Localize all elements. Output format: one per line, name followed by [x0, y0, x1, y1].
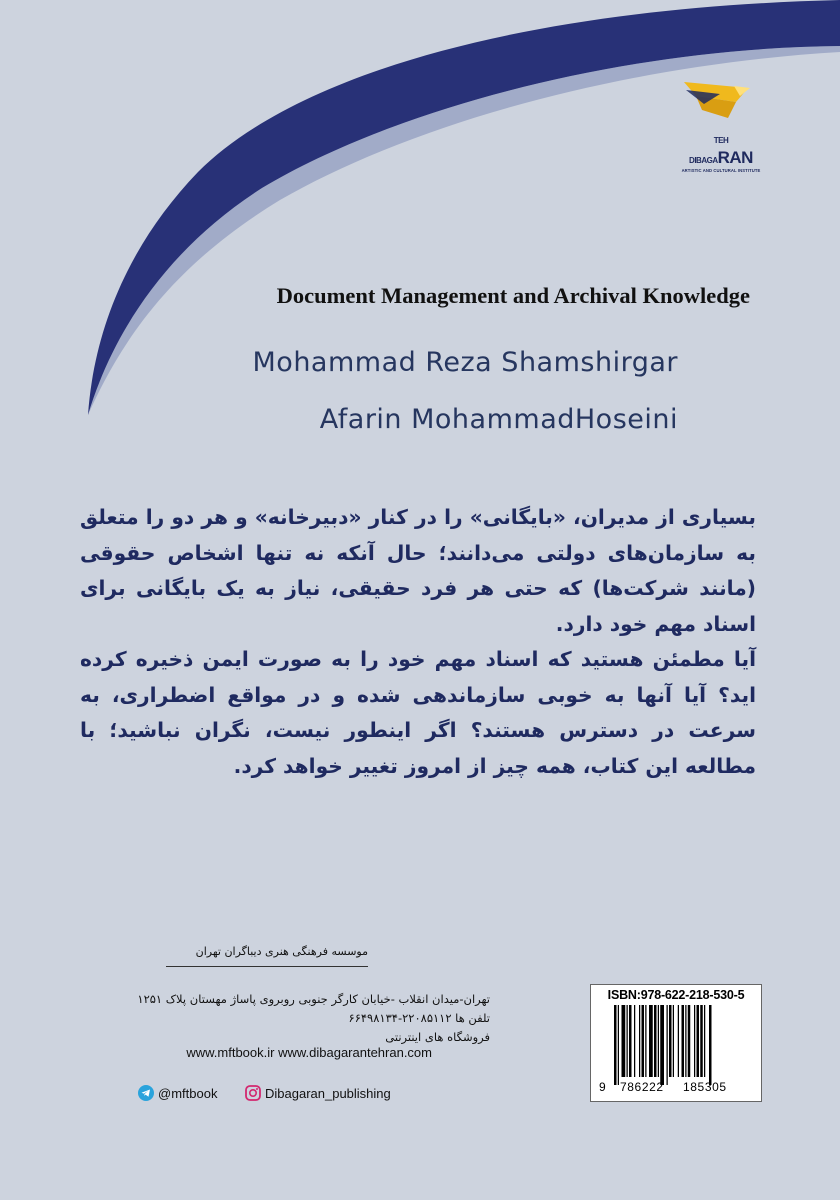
author-name-1: Mohammad Reza Shamshirgar: [252, 347, 678, 378]
publisher-logo-text: [676, 128, 766, 173]
logo-word-top: TEH: [713, 136, 729, 145]
barcode-stripe: [645, 1005, 646, 1077]
logo-tagline: ARTISTIC AND CULTURAL INSTITUTE: [681, 168, 761, 173]
isbn-barcode: [590, 984, 762, 1102]
barcode-stripe: [697, 1005, 700, 1077]
barcode-stripe: [685, 1005, 686, 1077]
online-store-label: فروشگاه های اینترنتی: [385, 1030, 490, 1044]
author-name-2: Afarin MohammadHoseini: [319, 404, 678, 435]
barcode-stripe: [700, 1005, 703, 1077]
book-title-english: Document Management and Archival Knowledge: [276, 283, 750, 308]
telegram-icon: [138, 1085, 154, 1101]
websites: www.mftbook.ir www.dibagarantehran.com: [186, 1045, 432, 1060]
barcode-stripe: [639, 1005, 640, 1077]
barcode-stripe: [642, 1005, 645, 1077]
description-paragraph-1: بسیاری از مدیران، «بایگانی» را در کنار «دبیرخانه» و هر دو را متعلق به سازمان‌های دولتی می‌دانند؛ حال آنکه نه تنها اشخاص حقوقی (مانند شرکت‌ها) که حتی هر فرد حقیقی، نیاز به یک بایگانی برای اسناد مهم خود دارد.: [80, 505, 756, 636]
barcode-stripe: [688, 1005, 691, 1077]
barcode-stripe: [704, 1005, 705, 1077]
barcode-stripe: [649, 1005, 653, 1077]
barcode-stripe: [654, 1005, 657, 1077]
barcode-stripe: [629, 1005, 632, 1077]
barcode-first-digit: 9: [599, 1080, 606, 1094]
barcode-right-digits: 185305: [683, 1080, 727, 1094]
barcode-left-digits: 786222: [620, 1080, 664, 1094]
barcode-stripe: [709, 1005, 712, 1085]
telegram-handle-text: @mftbook: [158, 1085, 218, 1101]
logo-word-main: RAN: [717, 148, 753, 167]
publisher-divider: [166, 966, 368, 967]
barcode-bars: [614, 1005, 744, 1087]
instagram-handle-text: Dibagaran_publishing: [265, 1085, 391, 1101]
barcode-stripe: [658, 1005, 659, 1077]
telegram-handle: [138, 1082, 217, 1104]
barcode-stripe: [667, 1005, 668, 1085]
description-paragraph-2: آیا مطمئن هستید که اسناد مهم خود را به صورت ایمن ذخیره کرده اید؟ آیا آنها به خوبی سازماندهی شده و در مواقع اضطراری، به سرعت در دسترس هستند؟ اگر اینطور نیست، نگران نباشید؛ با مطالعه این کتاب، همه چیز از امروز تغییر خواهد کرد.: [80, 647, 756, 778]
publisher-name: موسسه فرهنگی هنری دیباگران تهران: [195, 945, 368, 958]
logo-word-left: DIBAGA: [689, 156, 718, 165]
barcode-stripe: [678, 1005, 679, 1077]
instagram-icon: [245, 1085, 261, 1101]
barcode-stripe: [614, 1005, 617, 1085]
book-description: [80, 500, 756, 784]
instagram-handle: [245, 1082, 391, 1104]
publisher-phone: تلفن ها ۲۲۰۸۵۱۱۲-۶۶۴۹۸۱۳۴: [348, 1011, 490, 1025]
barcode-stripe: [622, 1005, 626, 1077]
barcode-stripe: [660, 1005, 664, 1085]
publisher-address: تهران-میدان انقلاب -خیابان کارگر جنوبی روبروی پاساژ مهستان پلاک ۱۲۵۱: [137, 992, 490, 1006]
barcode-stripe: [694, 1005, 695, 1077]
barcode-stripe: [618, 1005, 619, 1085]
barcode-stripe: [673, 1005, 674, 1077]
barcode-stripe: [682, 1005, 685, 1077]
barcode-stripe: [627, 1005, 628, 1077]
barcode-stripe: [634, 1005, 635, 1077]
isbn-number: ISBN:978-622-218-530-5: [607, 988, 745, 1002]
barcode-stripe: [669, 1005, 672, 1077]
